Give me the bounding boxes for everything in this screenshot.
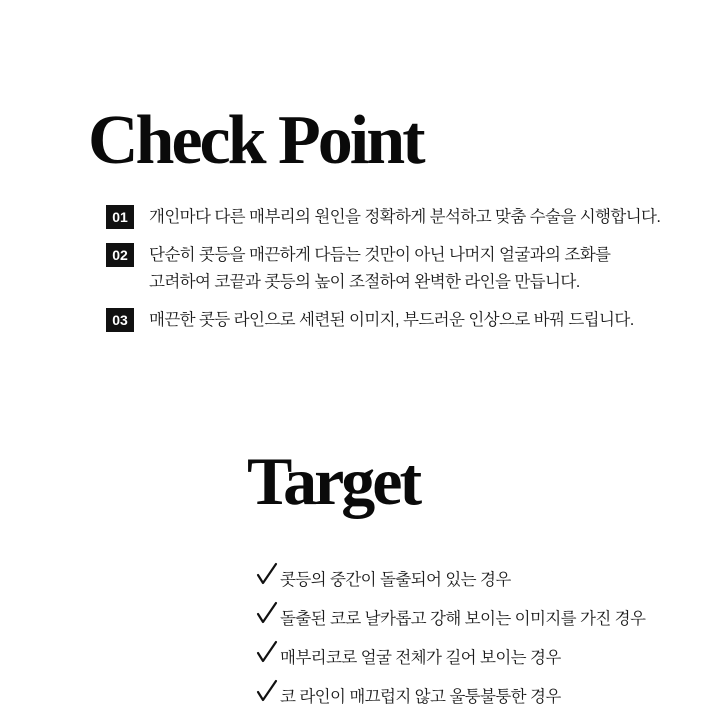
check-point-title: Check Point (88, 102, 423, 179)
number-badge: 03 (106, 308, 134, 332)
target-item (256, 558, 696, 597)
checkmark-icon (256, 562, 278, 586)
check-point-line: 단순히 콧등을 매끈하게 다듬는 것만이 아닌 나머지 얼굴과의 조화를 (149, 246, 611, 264)
target-item (256, 636, 696, 675)
checkmark-icon (256, 601, 278, 625)
number-badge: 01 (106, 205, 134, 229)
checkmark-icon (256, 640, 278, 664)
check-point-line: 고려하여 코끝과 콧등의 높이 조절하여 완벽한 라인을 만듭니다. (149, 273, 580, 291)
check-point-line: 매끈한 콧등 라인으로 세련된 이미지, 부드러운 인상으로 바꿔 드립니다. (149, 311, 634, 329)
check-point-list (106, 205, 686, 334)
target-list (256, 558, 696, 714)
target-item-text: 코 라인이 매끄럽지 않고 울퉁불퉁한 경우 (280, 687, 561, 706)
checkmark-icon (256, 679, 278, 703)
target-item (256, 675, 696, 714)
check-point-item (106, 308, 686, 334)
check-point-item (106, 205, 686, 231)
number-badge: 02 (106, 243, 134, 267)
check-point-line: 개인마다 다른 매부리의 원인을 정확하게 분석하고 맞춤 수술을 시행합니다. (149, 208, 661, 226)
check-point-item (106, 243, 686, 296)
target-item-text: 돌출된 코로 날카롭고 강해 보이는 이미지를 가진 경우 (280, 609, 646, 628)
target-title: Target (247, 443, 420, 519)
target-item (256, 597, 696, 636)
check-point-text (149, 242, 610, 296)
target-item-text: 매부리코로 얼굴 전체가 길어 보이는 경우 (280, 648, 561, 667)
check-point-text (149, 204, 660, 231)
target-item-text: 콧등의 중간이 돌출되어 있는 경우 (280, 570, 511, 589)
check-point-text (149, 307, 634, 334)
